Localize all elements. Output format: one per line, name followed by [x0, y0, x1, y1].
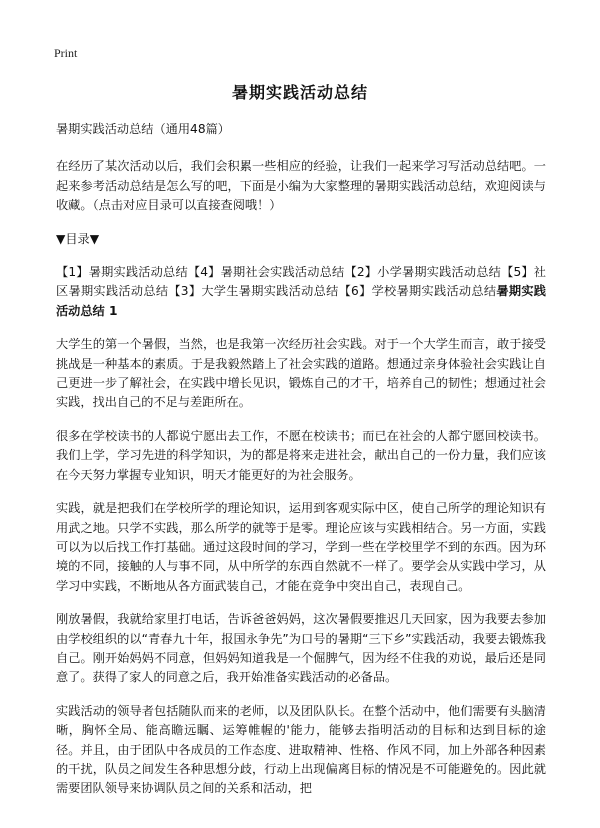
section-heading: 暑期实践活动总结 1 [56, 284, 546, 318]
toc-link-5[interactable]: 【5】社区暑期实践活动总结 [56, 265, 546, 299]
body-paragraph: 刚放暑假，我就给家里打电话，告诉爸爸妈妈，这次暑假要推迟几天回家，因为我要去参加由学校组织的以“青春九十年，报国永争先”为口号的暑期“三下乡”实践活动，我要去锻炼我自己。刚开始妈妈不同意，但妈妈知道我是一个倔脾气，因为经不住我的劝说，最后还是同意了。获得了家人的同意之后，我开始准备实践活动的必备品。 [56, 612, 546, 685]
toc-link-6[interactable]: 【6】学校暑期实践活动总结 [338, 284, 497, 299]
toc-label: ▼目录▼ [56, 231, 100, 246]
table-of-contents [56, 263, 546, 321]
body-paragraph: 实践，就是把我们在学校所学的理论知识，运用到客观实际中区，使自己所学的理论知识有用武之地。只学不实践，那么所学的就等于是零。理论应该与实践相结合。另一方面，实践可以为以后找工作打基础。通过这段时间的学习，学到一些在学校里学不到的东西。因为环境的不同，接触的人与事不同，从中所学的东西自然就不一样了。要学会从实践中学习，从学习中实践，不断地从各方面武装自己，才能在竞争中突出自己，表现自己。 [56, 501, 546, 593]
print-link[interactable]: Print [54, 46, 78, 60]
body-paragraph: 大学生的第一个暑假，当然，也是我第一次经历社会实践。对于一个大学生而言，敢于接受挑战是一种基本的素质。于是我毅然踏上了社会实践的道路。想通过亲身体验社会实践让自己更进一步了解社会，在实践中增长见识，锻炼自己的才干，培养自己的韧性；想通过社会实践，找出自己的不足与差距所在。 [56, 337, 546, 410]
toc-link-2[interactable]: 【2】小学暑期实践活动总结 [344, 265, 502, 280]
page-title: 暑期实践活动总结 [231, 83, 368, 102]
body-paragraph: 实践活动的领导者包括随队而来的老师，以及团队队长。在整个活动中，他们需要有头脑清晰，胸怀全局、能高瞻远瞩、运筹帷幄的'能力，能够去指明活动的目标和达到目标的途径。并且，由于团队中各成员的工作态度、进取精神、性格、作风不同，加上外部各种因素的干扰，队员之间发生各种思想分歧，行动上出现偏离目标的情况是不可能避免的。因此就需要团队领导来协调队员之间的关系和活动，把 [56, 703, 546, 796]
toc-link-4[interactable]: 【4】暑期社会实践活动总结 [187, 265, 345, 280]
toc-link-1[interactable]: 【1】暑期实践活动总结 [56, 265, 188, 280]
intro-paragraph: 在经历了某次活动以后，我们会积累一些相应的经验，让我们一起来学习写活动总结吧。一起来参考活动总结是怎么写的吧，下面是小编为大家整理的暑期实践活动总结，欢迎阅读与收藏。（点击对应目录可以直接查阅哦！） [56, 159, 546, 213]
toc-link-3[interactable]: 【3】大学生暑期实践活动总结 [168, 284, 339, 299]
document-body [56, 120, 546, 813]
document-subtitle: 暑期实践活动总结（通用48篇） [56, 122, 230, 136]
body-paragraph: 很多在学校读书的人都说宁愿出去工作，不愿在校读书；而已在社会的人都宁愿回校读书。我们上学，学习先进的科学知识，为的都是将来走进社会，献出自己的一份力量，我们应该在今天努力掌握专业知识，明天才能更好的为社会服务。 [56, 428, 546, 482]
